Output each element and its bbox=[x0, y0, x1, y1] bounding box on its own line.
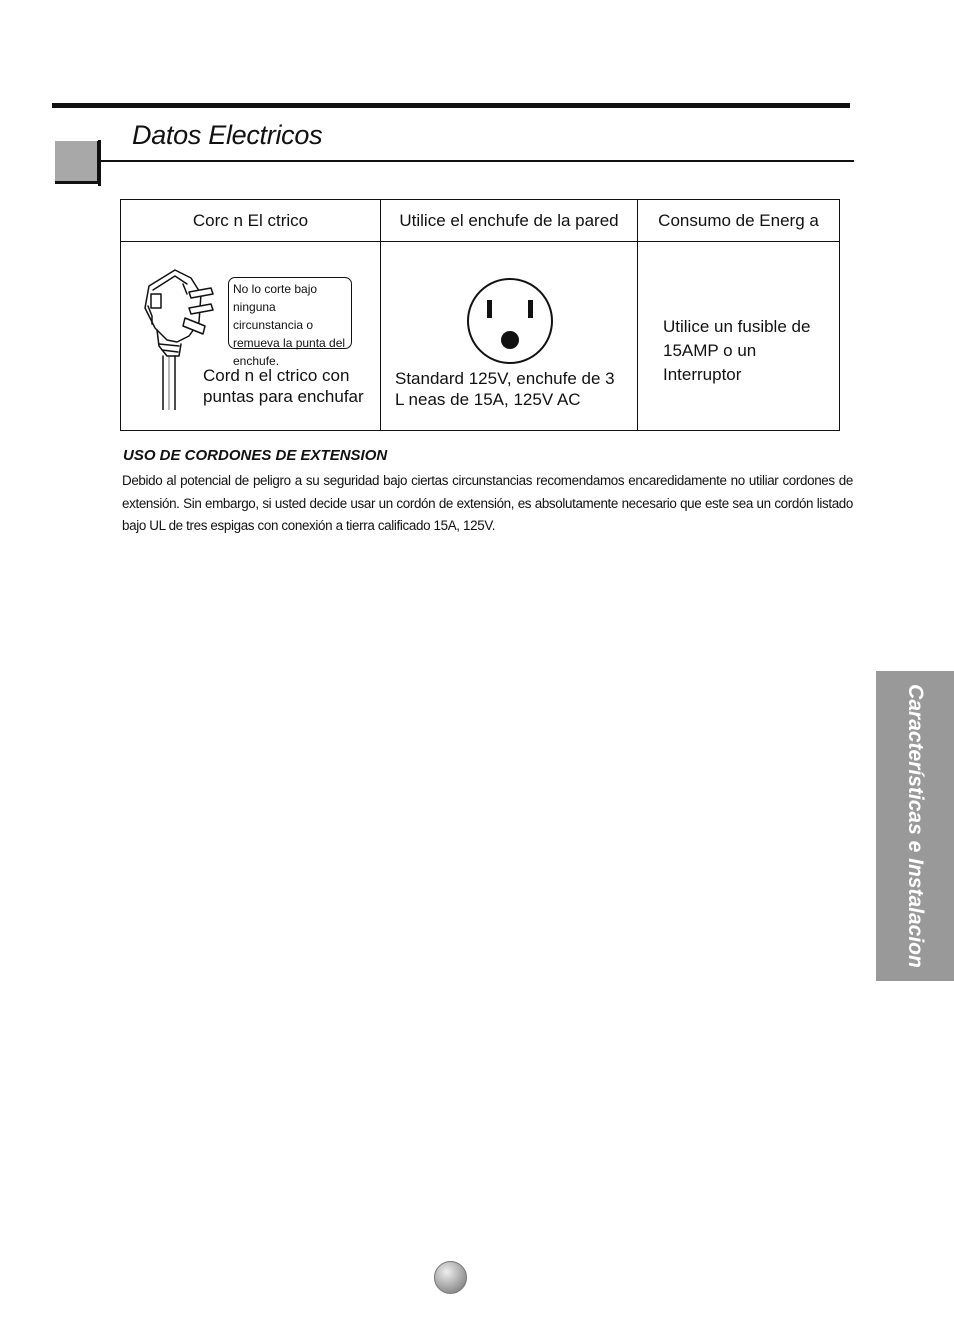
outlet-caption bbox=[395, 368, 615, 410]
header-wall-outlet: Utilice el enchufe de la pared bbox=[381, 200, 638, 242]
cell-power-consumption bbox=[638, 242, 840, 431]
plug-caption-line: puntas para enchufar bbox=[203, 387, 364, 406]
power-line: 15AMP o un bbox=[663, 341, 757, 360]
plug-warning-callout: No lo corte bajo ninguna circunstancia o remueva la punta del enchufe. bbox=[228, 277, 352, 349]
page-number-marker bbox=[434, 1261, 467, 1294]
outlet-caption-line: Standard 125V, enchufe de 3 bbox=[395, 369, 615, 388]
top-rule bbox=[52, 103, 850, 108]
extension-cord-paragraph: Debido al potencial de peligro a su seguridad bajo ciertas circunstancias recomendamos encaredidamente no utiliar cordones de extensión. Sin embargo, si usted decide usar un cordón de extensión, es absolutamente necesario que este sea un cordón listado bajo UL de tres espigas con conexión a tierra calificado 15A, 125V. bbox=[122, 473, 853, 533]
header-power-cord: Corc n El ctrico bbox=[121, 200, 381, 242]
page-title: Datos Electricos bbox=[132, 120, 323, 150]
power-line: Interruptor bbox=[663, 365, 742, 384]
power-consumption-text bbox=[663, 315, 810, 387]
title-bracket bbox=[98, 140, 101, 186]
cell-power-cord bbox=[121, 242, 381, 431]
wall-outlet-icon bbox=[465, 276, 555, 366]
plug-caption bbox=[203, 365, 364, 407]
title-marker bbox=[55, 141, 100, 184]
power-line: Utilice un fusible de bbox=[663, 317, 811, 336]
section-side-tab bbox=[876, 671, 954, 981]
electrical-data-table bbox=[120, 199, 840, 431]
extension-cord-heading: USO DE CORDONES DE EXTENSION bbox=[123, 447, 388, 464]
outlet-caption-line: L neas de 15A, 125V AC bbox=[395, 390, 581, 409]
plug-caption-line: Cord n el ctrico con bbox=[203, 366, 350, 385]
cell-wall-outlet bbox=[381, 242, 638, 431]
side-tab-label: Características e Instalacion bbox=[904, 684, 927, 968]
header-power-consumption: Consumo de Energ a bbox=[638, 200, 840, 242]
title-underline bbox=[98, 160, 854, 162]
